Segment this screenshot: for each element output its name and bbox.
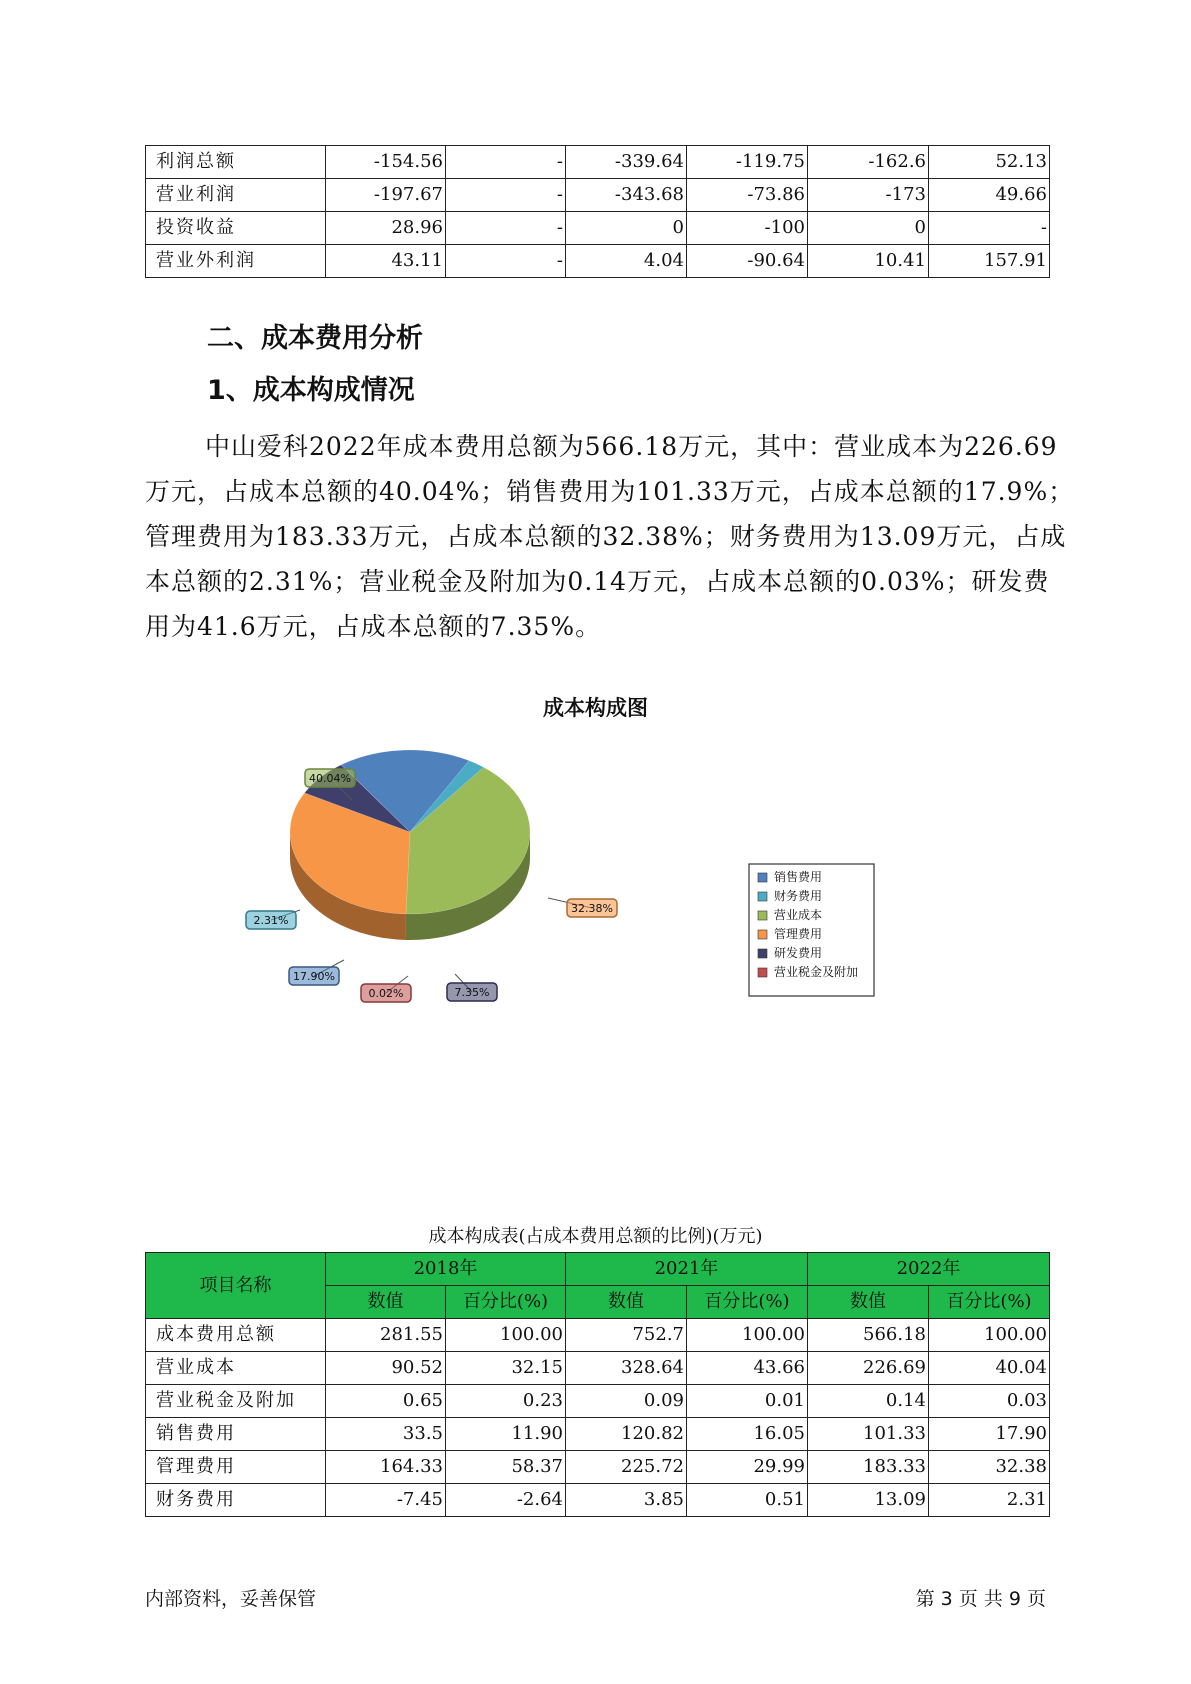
cost-table-body — [146, 1319, 1050, 1517]
table-cell: 43.66 — [687, 1352, 808, 1385]
cost-structure-table — [145, 1252, 1050, 1517]
footer-left: 内部资料，妥善保管 — [145, 1588, 317, 1610]
table-row — [146, 1484, 1050, 1517]
sub-header-percent: 百分比(%) — [929, 1286, 1050, 1319]
table-cell: -7.45 — [326, 1484, 446, 1517]
table-cell: - — [446, 212, 566, 245]
chart-legend — [749, 864, 874, 996]
table-cell: - — [446, 146, 566, 179]
table-cell: 17.90 — [929, 1418, 1050, 1451]
table-cell: 281.55 — [326, 1319, 446, 1352]
table-cell: 32.38 — [929, 1451, 1050, 1484]
item-header: 项目名称 — [146, 1253, 326, 1319]
table-cell: -197.67 — [326, 179, 446, 212]
table-cell: 183.33 — [808, 1451, 929, 1484]
table-cell: 90.52 — [326, 1352, 446, 1385]
table-cell: 32.15 — [446, 1352, 566, 1385]
row-label: 利润总额 — [146, 146, 326, 179]
table-cell: 29.99 — [687, 1451, 808, 1484]
table-cell: 58.37 — [446, 1451, 566, 1484]
table-cell: -119.75 — [687, 146, 808, 179]
table-cell: -73.86 — [687, 179, 808, 212]
table-cell: 120.82 — [566, 1418, 687, 1451]
table-cell: 0.23 — [446, 1385, 566, 1418]
table-cell: 752.7 — [566, 1319, 687, 1352]
table-cell: 16.05 — [687, 1418, 808, 1451]
table-cell: 40.04 — [929, 1352, 1050, 1385]
row-label: 财务费用 — [146, 1484, 326, 1517]
table-cell: 0.14 — [808, 1385, 929, 1418]
table-cell: 3.85 — [566, 1484, 687, 1517]
table-cell: 101.33 — [808, 1418, 929, 1451]
legend-entry: 销售费用 — [774, 870, 823, 884]
table-row — [146, 245, 1050, 278]
pie-label: 2.31% — [253, 914, 289, 927]
table-cell: -100 — [687, 212, 808, 245]
row-label: 营业成本 — [146, 1352, 326, 1385]
table-cell: 0.01 — [687, 1385, 808, 1418]
table-cell: 10.41 — [808, 245, 929, 278]
table-row — [146, 1352, 1050, 1385]
table-cell: -90.64 — [687, 245, 808, 278]
row-label: 销售费用 — [146, 1418, 326, 1451]
table-row — [146, 179, 1050, 212]
chart-title: 成本构成图 — [543, 696, 648, 720]
row-label: 营业外利润 — [146, 245, 326, 278]
table-cell: 33.5 — [326, 1418, 446, 1451]
table-caption: 成本构成表(占成本费用总额的比例)(万元) — [428, 1226, 763, 1247]
year-header-2018: 2018年 — [326, 1253, 566, 1286]
cost-table-head — [146, 1253, 1050, 1319]
table-cell: 13.09 — [808, 1484, 929, 1517]
legend-entry: 研发费用 — [774, 946, 823, 960]
table-cell: 52.13 — [929, 146, 1050, 179]
sub-header-percent: 百分比(%) — [446, 1286, 566, 1319]
profit-table — [145, 145, 1050, 278]
table-cell: 43.11 — [326, 245, 446, 278]
pie-label: 40.04% — [309, 772, 351, 785]
sub-header-value: 数值 — [808, 1286, 929, 1319]
table-cell: 226.69 — [808, 1352, 929, 1385]
section-heading: 二、成本费用分析 — [207, 323, 423, 354]
table-cell: 28.96 — [326, 212, 446, 245]
table-cell: 328.64 — [566, 1352, 687, 1385]
pie-label: 17.90% — [293, 970, 335, 983]
table-cell: -2.64 — [446, 1484, 566, 1517]
row-label: 投资收益 — [146, 212, 326, 245]
pie-label: 0.02% — [368, 987, 404, 1000]
legend-swatch — [758, 892, 767, 901]
sub-header-percent: 百分比(%) — [687, 1286, 808, 1319]
table-row — [146, 212, 1050, 245]
profit-table-body — [146, 146, 1050, 278]
table-cell: -154.56 — [326, 146, 446, 179]
table-cell: 157.91 — [929, 245, 1050, 278]
footer-page-number: 第 3 页 共 9 页 — [915, 1588, 1046, 1610]
table-cell: 4.04 — [566, 245, 687, 278]
cost-pie-chart — [0, 740, 1191, 1020]
sub-header-value: 数值 — [326, 1286, 446, 1319]
legend-swatch — [758, 930, 767, 939]
table-cell: 100.00 — [446, 1319, 566, 1352]
row-label: 管理费用 — [146, 1451, 326, 1484]
table-cell: -343.68 — [566, 179, 687, 212]
year-header-2022: 2022年 — [808, 1253, 1050, 1286]
pie-label: 32.38% — [571, 902, 613, 915]
table-cell: 2.31 — [929, 1484, 1050, 1517]
sub-heading: 1、成本构成情况 — [207, 375, 415, 406]
sub-header-value: 数值 — [566, 1286, 687, 1319]
legend-entry: 管理费用 — [774, 927, 823, 941]
table-cell: 0.03 — [929, 1385, 1050, 1418]
table-cell: 0.09 — [566, 1385, 687, 1418]
table-cell: 0 — [808, 212, 929, 245]
legend-swatch — [758, 968, 767, 977]
legend-entry: 营业税金及附加 — [774, 965, 859, 979]
table-cell: 49.66 — [929, 179, 1050, 212]
table-cell: 11.90 — [446, 1418, 566, 1451]
table-cell: 225.72 — [566, 1451, 687, 1484]
table-cell: -162.6 — [808, 146, 929, 179]
table-cell: 566.18 — [808, 1319, 929, 1352]
pie-label: 7.35% — [454, 986, 490, 999]
table-cell: 164.33 — [326, 1451, 446, 1484]
legend-entry: 财务费用 — [774, 889, 823, 903]
table-cell: 0.65 — [326, 1385, 446, 1418]
table-cell: - — [446, 245, 566, 278]
table-cell: 0 — [566, 212, 687, 245]
table-cell: 100.00 — [687, 1319, 808, 1352]
table-cell: -339.64 — [566, 146, 687, 179]
row-label: 营业利润 — [146, 179, 326, 212]
table-cell: -173 — [808, 179, 929, 212]
table-cell: - — [446, 179, 566, 212]
table-row — [146, 1319, 1050, 1352]
table-row — [146, 146, 1050, 179]
table-cell: 100.00 — [929, 1319, 1050, 1352]
year-header-2021: 2021年 — [566, 1253, 808, 1286]
table-cell: 0.51 — [687, 1484, 808, 1517]
legend-entry: 营业成本 — [774, 908, 823, 922]
row-label: 营业税金及附加 — [146, 1385, 326, 1418]
legend-swatch — [758, 873, 767, 882]
legend-swatch — [758, 911, 767, 920]
row-label: 成本费用总额 — [146, 1319, 326, 1352]
analysis-paragraph: 中山爱科2022年成本费用总额为566.18万元，其中：营业成本为226.69万元，占成本总额的40.04%；销售费用为101.33万元，占成本总额的17.9%；管理费用为183.33万元，占成本总额的32.38%；财务费用为13.09万元，占成本总额的2.31%；营业税金及附加为0.14万元，占成本总额的0.03%；研发费用为41.6万元，占成本总额的7.35%。 — [145, 432, 1075, 641]
table-row — [146, 1385, 1050, 1418]
table-row — [146, 1418, 1050, 1451]
legend-swatch — [758, 949, 767, 958]
table-row — [146, 1451, 1050, 1484]
table-cell: - — [929, 212, 1050, 245]
